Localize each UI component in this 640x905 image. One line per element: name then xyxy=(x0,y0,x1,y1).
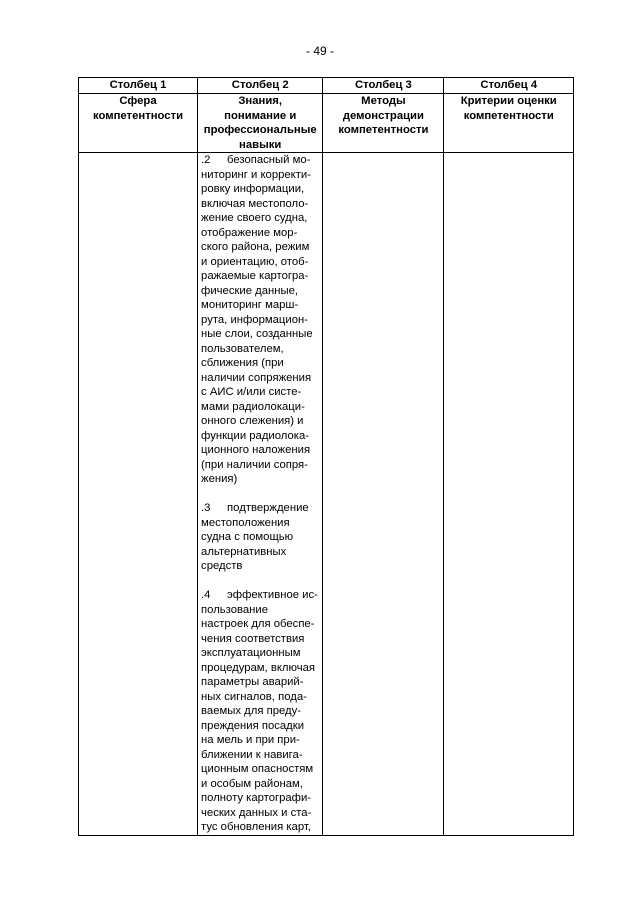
column-title-row xyxy=(79,94,574,153)
competence-table xyxy=(78,77,574,836)
column-title-3: Методы демонстрации компетентности xyxy=(323,94,444,153)
column-number-2: Столбец 2 xyxy=(198,78,323,94)
column-title-4: Критерии оценки компетентности xyxy=(444,94,574,153)
cell-knowledge xyxy=(198,153,323,836)
column-number-3: Столбец 3 xyxy=(323,78,444,94)
cell-demonstration-methods xyxy=(323,153,444,836)
item-text: безопасный мо- ниторинг и корректи- ровку информации, включая местополо- жение своего судна, отображение мор- ского района, режим и ориентацию, отоб- ражаемые картогра- фические данные, мониторинг марш- рута, информацион- ные слои, созданные пользователем, сближения (при наличии сопряжения с АИС и/или систе- мами радиолокаци- онного слежения) и функции радиолока- ционного наложения (при наличии сопря- жения) xyxy=(201,154,313,485)
page-number: - 49 - xyxy=(305,44,334,58)
column-number-row xyxy=(79,78,574,94)
column-number-4: Столбец 4 xyxy=(444,78,574,94)
list-item xyxy=(201,153,319,487)
item-number: .2 xyxy=(201,154,211,166)
list-item xyxy=(201,588,319,835)
cell-competence-area xyxy=(79,153,198,836)
item-text: эффективное ис- пользование настроек для обеспе- чения соответствия эксплуатационным процедурам, включая параметры аварий- ных сигналов, пода- ваемых для преду- преждения посадки на мель и при при- ближении к навига- ционным опасностям и особым районам, полноту картографи- ческих данных и ста- тус обновления карт, xyxy=(201,589,318,833)
list-item xyxy=(201,501,319,574)
table-row xyxy=(79,153,574,836)
item-number: .4 xyxy=(201,589,211,601)
column-number-1: Столбец 1 xyxy=(79,78,198,94)
column-title-1: Сфера компетентности xyxy=(79,94,198,153)
item-number: .3 xyxy=(201,502,211,514)
cell-evaluation-criteria xyxy=(444,153,574,836)
column-title-2: Знания, понимание и профессиональные навыки xyxy=(198,94,323,153)
item-text: подтверждение местоположения судна с помощью альтернативных средств xyxy=(201,502,309,572)
